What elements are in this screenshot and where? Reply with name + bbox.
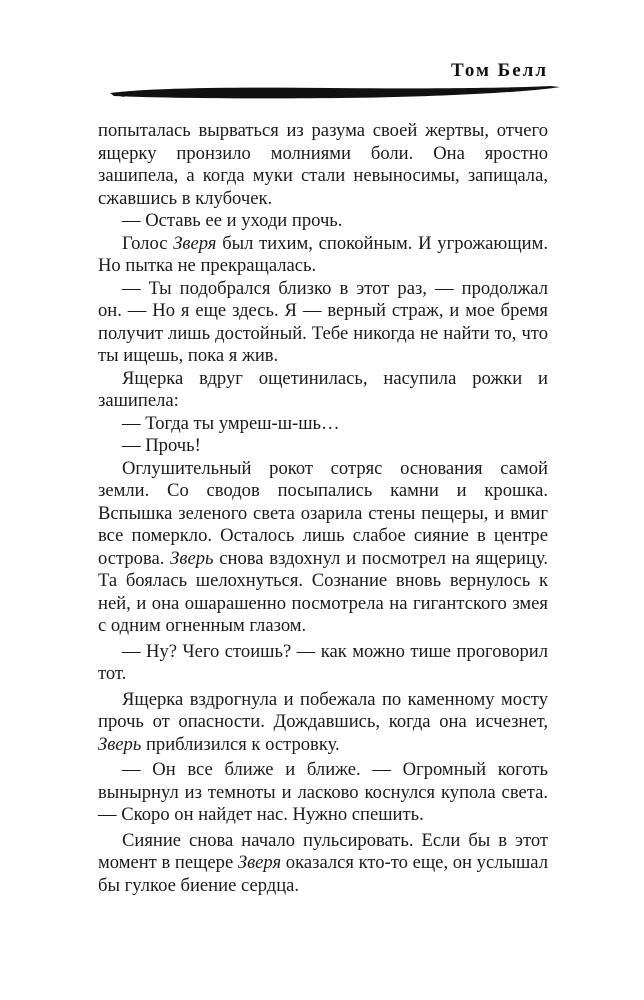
paragraph (98, 458, 548, 638)
paragraph (98, 759, 548, 827)
text-run: Голос (122, 232, 174, 254)
paragraph (98, 830, 548, 898)
italic-text-run: Зверь (170, 547, 214, 569)
text-run: — Оставь ее и уходи прочь. (122, 210, 343, 231)
italic-text-run: Зверя (173, 232, 217, 254)
paragraph (98, 435, 548, 458)
paragraph (98, 368, 548, 413)
text-run: — Прочь! (122, 435, 201, 456)
italic-text-run: Зверя (237, 852, 282, 873)
italic-text-run: Зверь (98, 733, 142, 755)
text-run: снова вздохнул и посмотрел на ящерицу. Та боялась шелохнуться. Сознание вновь вернулось к ней, и она ошарашенно посмотрела на гигантского змея с одним огненным глазом. (98, 547, 548, 636)
body-text (98, 120, 548, 897)
text-run: Ящерка вдруг ощетинилась, насупила рожки и зашипела: (98, 367, 548, 411)
text-run: оказался кто-то еще, он услышал бы гулкое биение сердца. (98, 852, 548, 896)
paragraph (98, 689, 548, 757)
paragraph (98, 120, 548, 210)
paragraph (98, 641, 548, 686)
paragraph (98, 233, 548, 278)
running-head-author: Том Белл (451, 60, 548, 81)
text-run: — Он все ближе и ближе. — Огромный коготь вынырнул из темноты и ласково коснулся купола света. — Скоро он найдет нас. Нужно спешить. (98, 759, 548, 825)
text-run: — Ты подобрался близко в этот раз, — продолжал он. — Но я еще здесь. Я — верный страж, и мое бремя получит лишь достойный. Тебе никогда не найти то, что ты ищешь, пока я жив. (98, 277, 548, 366)
brush-stroke-rule (110, 84, 560, 102)
paragraph (98, 210, 548, 233)
text-run: попыталась вырваться из разума своей жертвы, отчего ящерку пронзило молниями боли. Она яростно зашипела, а когда муки стали невыносимы, запищала, сжавшись в клубочек. (98, 120, 548, 209)
text-run: был тихим, спокойным. И угрожающим. Но пытка не прекращалась. (98, 232, 549, 276)
paragraph (98, 413, 548, 436)
text-run: Ящерка вздрогнула и побежала по каменному мосту прочь от опасности. Дождавшись, когда она исчезнет, (98, 688, 548, 732)
text-run: приблизился к островку. (141, 733, 340, 755)
text-run: — Тогда ты умреш-ш-шь… (122, 412, 340, 434)
paragraph (98, 278, 548, 368)
text-run: Сияние снова начало пульсировать. Если бы в этот момент в пещере (98, 829, 548, 873)
text-run: — Ну? Чего стоишь? — как можно тише проговорил тот. (98, 640, 548, 684)
text-run: Оглушительный рокот сотряс основания самой земли. Со сводов посыпались камни и крошка. Вспышка зеленого света озарила стены пещеры, и вмиг все померкло. Осталось лишь слабое сияние в центре острова. (98, 457, 548, 569)
